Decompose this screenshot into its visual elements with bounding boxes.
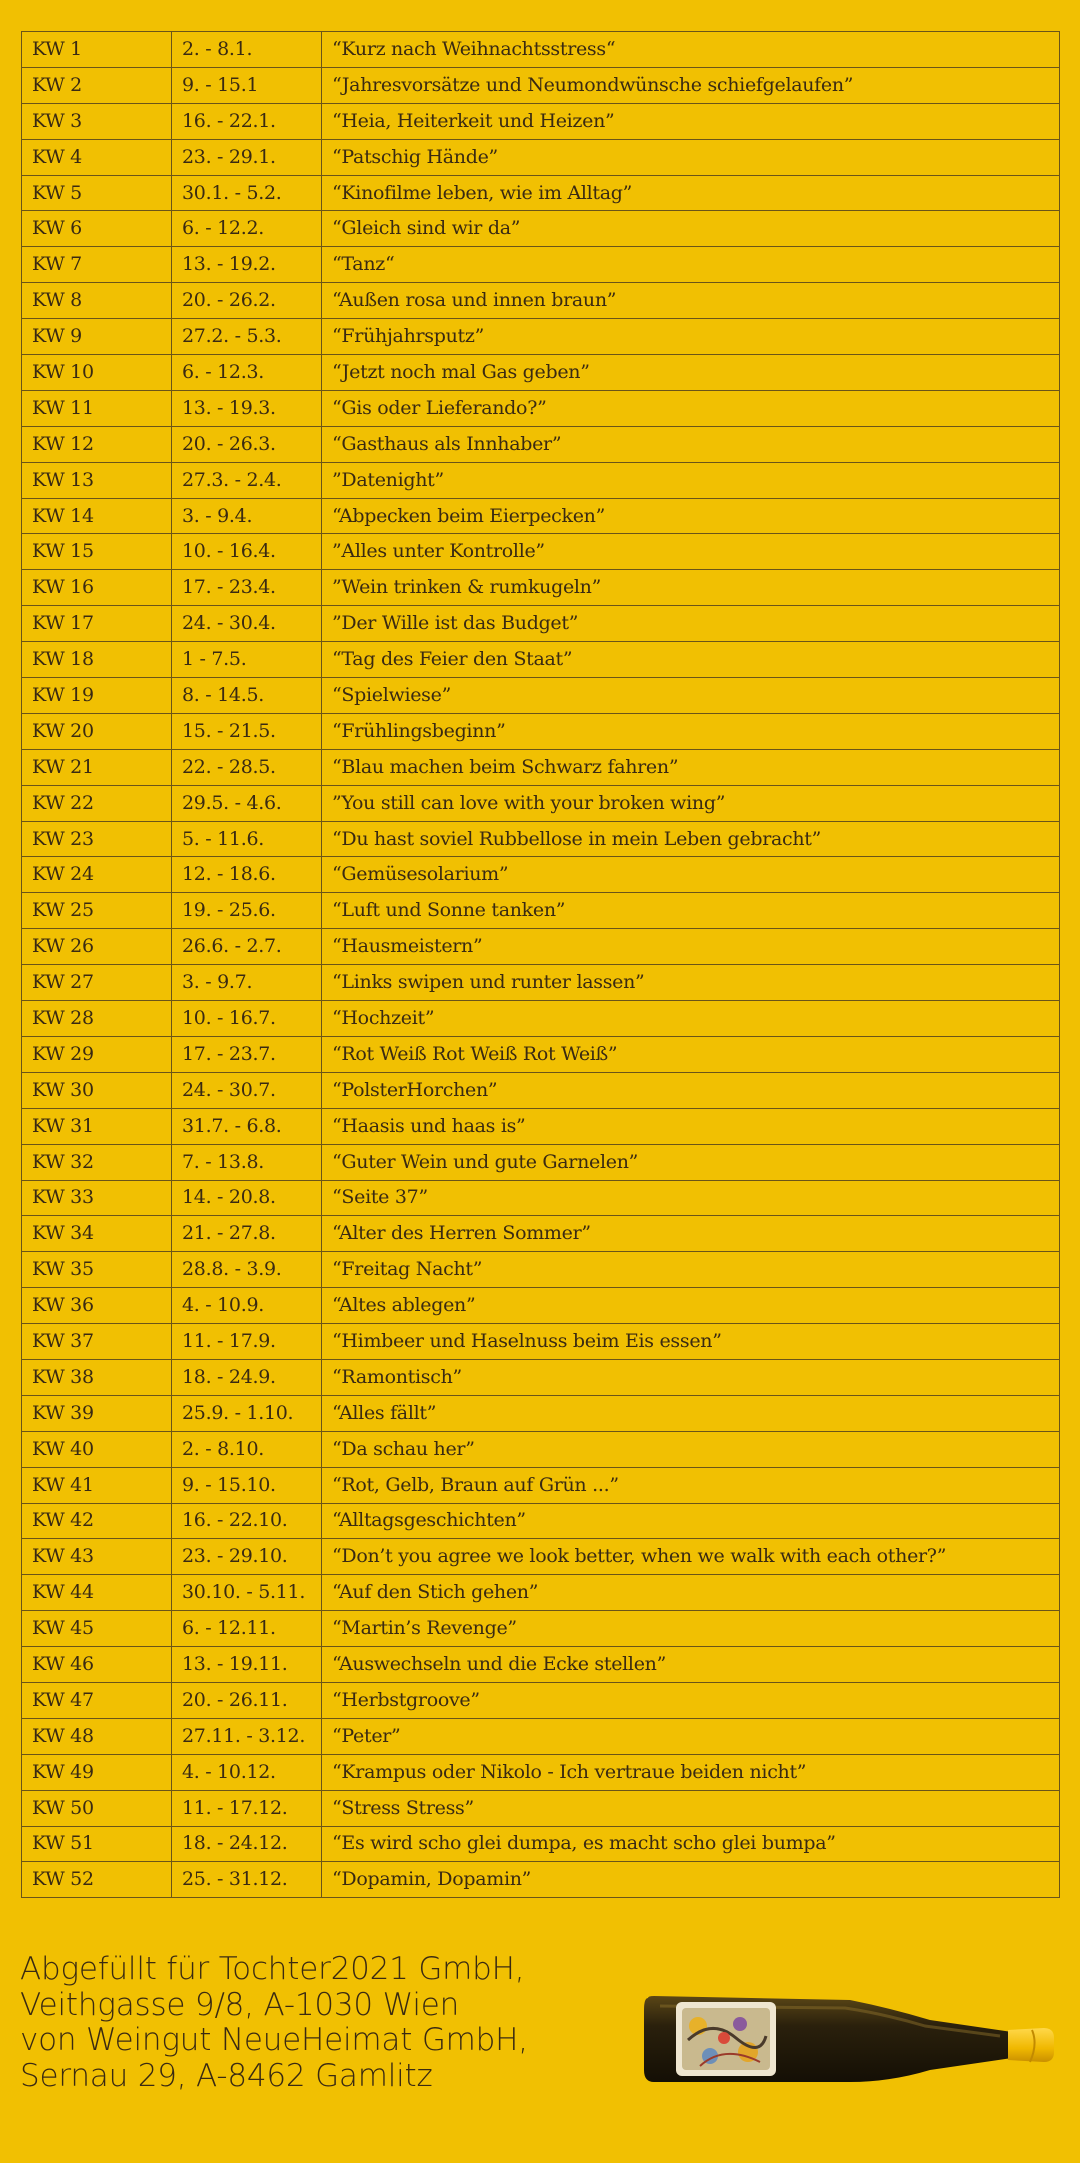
week-number-cell: KW 25	[22, 893, 172, 929]
week-number-cell: KW 12	[22, 426, 172, 462]
week-number-cell: KW 34	[22, 1216, 172, 1252]
week-row	[22, 1288, 1060, 1324]
week-number-cell: KW 31	[22, 1108, 172, 1144]
week-row	[22, 1431, 1060, 1467]
week-row	[22, 1467, 1060, 1503]
week-dates-cell: 12. - 18.6.	[172, 857, 322, 893]
week-motto-cell: “Altes ablegen”	[322, 1288, 1060, 1324]
week-row	[22, 857, 1060, 893]
week-number-cell: KW 7	[22, 247, 172, 283]
week-dates-cell: 20. - 26.3.	[172, 426, 322, 462]
week-row	[22, 1862, 1060, 1898]
week-motto-cell: “Rot, Gelb, Braun auf Grün ...”	[322, 1467, 1060, 1503]
week-row	[22, 1180, 1060, 1216]
week-motto-cell: “Patschig Hände”	[322, 139, 1060, 175]
week-number-cell: KW 2	[22, 67, 172, 103]
week-number-cell: KW 23	[22, 821, 172, 857]
week-motto-cell: “Kurz nach Weihnachtsstress“	[322, 32, 1060, 68]
week-number-cell: KW 4	[22, 139, 172, 175]
week-row	[22, 678, 1060, 714]
week-row	[22, 785, 1060, 821]
week-dates-cell: 25. - 31.12.	[172, 1862, 322, 1898]
week-row	[22, 821, 1060, 857]
week-number-cell: KW 3	[22, 103, 172, 139]
week-row	[22, 965, 1060, 1001]
imprint-line-4: Sernau 29, A-8462 Gamlitz	[20, 2057, 433, 2094]
week-number-cell: KW 13	[22, 462, 172, 498]
week-dates-cell: 6. - 12.11.	[172, 1611, 322, 1647]
week-motto-cell: “Dopamin, Dopamin”	[322, 1862, 1060, 1898]
week-motto-cell: “Abpecken beim Eierpecken”	[322, 498, 1060, 534]
week-number-cell: KW 30	[22, 1072, 172, 1108]
week-row	[22, 1503, 1060, 1539]
week-row	[22, 1144, 1060, 1180]
week-row	[22, 1216, 1060, 1252]
week-row	[22, 1072, 1060, 1108]
week-dates-cell: 1 - 7.5.	[172, 642, 322, 678]
week-number-cell: KW 38	[22, 1359, 172, 1395]
week-dates-cell: 17. - 23.7.	[172, 1036, 322, 1072]
week-row	[22, 32, 1060, 68]
week-motto-cell: “Hochzeit”	[322, 1001, 1060, 1037]
week-number-cell: KW 9	[22, 319, 172, 355]
week-number-cell: KW 51	[22, 1826, 172, 1862]
week-motto-cell: “Außen rosa und innen braun”	[322, 283, 1060, 319]
week-dates-cell: 2. - 8.1.	[172, 32, 322, 68]
week-motto-cell: “Ramontisch”	[322, 1359, 1060, 1395]
weekly-motto-table-body	[22, 32, 1060, 1898]
week-motto-cell: “Links swipen und runter lassen”	[322, 965, 1060, 1001]
week-motto-cell: “Frühjahrsputz”	[322, 319, 1060, 355]
week-number-cell: KW 36	[22, 1288, 172, 1324]
week-dates-cell: 30.1. - 5.2.	[172, 175, 322, 211]
week-number-cell: KW 49	[22, 1754, 172, 1790]
week-dates-cell: 7. - 13.8.	[172, 1144, 322, 1180]
week-dates-cell: 13. - 19.3.	[172, 390, 322, 426]
week-row	[22, 103, 1060, 139]
week-number-cell: KW 40	[22, 1431, 172, 1467]
week-number-cell: KW 37	[22, 1324, 172, 1360]
week-dates-cell: 14. - 20.8.	[172, 1180, 322, 1216]
week-motto-cell: “PolsterHorchen”	[322, 1072, 1060, 1108]
bottle-label	[676, 2002, 776, 2076]
week-row	[22, 929, 1060, 965]
week-motto-cell: “Alles fällt”	[322, 1395, 1060, 1431]
week-motto-cell: “Luft und Sonne tanken”	[322, 893, 1060, 929]
week-number-cell: KW 29	[22, 1036, 172, 1072]
week-dates-cell: 24. - 30.7.	[172, 1072, 322, 1108]
week-row	[22, 283, 1060, 319]
week-motto-cell: “Haasis und haas is”	[322, 1108, 1060, 1144]
week-row	[22, 1036, 1060, 1072]
week-row	[22, 319, 1060, 355]
week-dates-cell: 9. - 15.1	[172, 67, 322, 103]
week-dates-cell: 11. - 17.12.	[172, 1790, 322, 1826]
week-motto-cell: “Seite 37”	[322, 1180, 1060, 1216]
imprint-line-3: von Weingut NeueHeimat GmbH,	[20, 2022, 528, 2058]
week-motto-cell: “Freitag Nacht”	[322, 1252, 1060, 1288]
week-number-cell: KW 42	[22, 1503, 172, 1539]
week-dates-cell: 13. - 19.11.	[172, 1647, 322, 1683]
week-row	[22, 247, 1060, 283]
week-motto-cell: “Spielwiese”	[322, 678, 1060, 714]
week-number-cell: KW 15	[22, 534, 172, 570]
week-number-cell: KW 21	[22, 749, 172, 785]
week-number-cell: KW 48	[22, 1718, 172, 1754]
week-motto-cell: ”Wein trinken & rumkugeln”	[322, 570, 1060, 606]
week-motto-cell: “Gasthaus als Innhaber”	[322, 426, 1060, 462]
imprint-line-1: Abgefüllt für Tochter2021 GmbH,	[20, 1951, 525, 1987]
week-dates-cell: 21. - 27.8.	[172, 1216, 322, 1252]
week-dates-cell: 17. - 23.4.	[172, 570, 322, 606]
imprint-line-2: Veithgasse 9/8, A-1030 Wien	[20, 1986, 460, 2023]
week-number-cell: KW 46	[22, 1647, 172, 1683]
week-number-cell: KW 10	[22, 355, 172, 391]
weekly-motto-table	[21, 31, 1060, 1898]
week-motto-cell: “Da schau her”	[322, 1431, 1060, 1467]
week-motto-cell: “Gleich sind wir da”	[322, 211, 1060, 247]
bottling-imprint	[20, 1952, 620, 2094]
week-dates-cell: 10. - 16.4.	[172, 534, 322, 570]
week-dates-cell: 20. - 26.11.	[172, 1682, 322, 1718]
week-dates-cell: 31.7. - 6.8.	[172, 1108, 322, 1144]
week-row	[22, 1790, 1060, 1826]
week-row	[22, 1611, 1060, 1647]
week-number-cell: KW 16	[22, 570, 172, 606]
week-row	[22, 498, 1060, 534]
week-motto-cell: “Herbstgroove”	[322, 1682, 1060, 1718]
week-row	[22, 642, 1060, 678]
week-motto-cell: “Blau machen beim Schwarz fahren”	[322, 749, 1060, 785]
week-motto-cell: “Auf den Stich gehen”	[322, 1575, 1060, 1611]
week-row	[22, 1395, 1060, 1431]
week-dates-cell: 23. - 29.10.	[172, 1539, 322, 1575]
week-dates-cell: 11. - 17.9.	[172, 1324, 322, 1360]
week-number-cell: KW 41	[22, 1467, 172, 1503]
week-number-cell: KW 35	[22, 1252, 172, 1288]
week-dates-cell: 16. - 22.10.	[172, 1503, 322, 1539]
week-number-cell: KW 28	[22, 1001, 172, 1037]
week-dates-cell: 3. - 9.4.	[172, 498, 322, 534]
week-motto-cell: ”Der Wille ist das Budget”	[322, 606, 1060, 642]
week-number-cell: KW 1	[22, 32, 172, 68]
week-motto-cell: “Martin’s Revenge”	[322, 1611, 1060, 1647]
week-motto-cell: “Don’t you agree we look better, when we walk with each other?”	[322, 1539, 1060, 1575]
week-dates-cell: 4. - 10.9.	[172, 1288, 322, 1324]
week-number-cell: KW 24	[22, 857, 172, 893]
wine-bottle-icon	[640, 1978, 1060, 2098]
week-dates-cell: 28.8. - 3.9.	[172, 1252, 322, 1288]
week-row	[22, 1826, 1060, 1862]
week-motto-cell: “Tanz“	[322, 247, 1060, 283]
week-motto-cell: “Heia, Heiterkeit und Heizen”	[322, 103, 1060, 139]
week-number-cell: KW 20	[22, 713, 172, 749]
week-dates-cell: 29.5. - 4.6.	[172, 785, 322, 821]
week-number-cell: KW 50	[22, 1790, 172, 1826]
week-dates-cell: 5. - 11.6.	[172, 821, 322, 857]
week-motto-cell: ”Datenight”	[322, 462, 1060, 498]
week-dates-cell: 3. - 9.7.	[172, 965, 322, 1001]
week-row	[22, 1647, 1060, 1683]
week-dates-cell: 10. - 16.7.	[172, 1001, 322, 1037]
week-row	[22, 1575, 1060, 1611]
week-number-cell: KW 19	[22, 678, 172, 714]
week-dates-cell: 2. - 8.10.	[172, 1431, 322, 1467]
week-number-cell: KW 11	[22, 390, 172, 426]
week-number-cell: KW 6	[22, 211, 172, 247]
week-number-cell: KW 32	[22, 1144, 172, 1180]
week-dates-cell: 20. - 26.2.	[172, 283, 322, 319]
week-motto-cell: “Alltagsgeschichten”	[322, 1503, 1060, 1539]
week-motto-cell: “Jetzt noch mal Gas geben”	[322, 355, 1060, 391]
week-number-cell: KW 5	[22, 175, 172, 211]
week-number-cell: KW 45	[22, 1611, 172, 1647]
week-dates-cell: 19. - 25.6.	[172, 893, 322, 929]
week-dates-cell: 22. - 28.5.	[172, 749, 322, 785]
week-number-cell: KW 43	[22, 1539, 172, 1575]
week-row	[22, 606, 1060, 642]
week-row	[22, 211, 1060, 247]
week-row	[22, 1324, 1060, 1360]
week-row	[22, 749, 1060, 785]
week-motto-cell: “Kinofilme leben, wie im Alltag”	[322, 175, 1060, 211]
week-motto-cell: “Frühlingsbeginn”	[322, 713, 1060, 749]
week-number-cell: KW 22	[22, 785, 172, 821]
week-row	[22, 534, 1060, 570]
week-row	[22, 1359, 1060, 1395]
week-dates-cell: 27.11. - 3.12.	[172, 1718, 322, 1754]
week-motto-cell: “Du hast soviel Rubbellose in mein Leben gebracht”	[322, 821, 1060, 857]
week-number-cell: KW 14	[22, 498, 172, 534]
week-dates-cell: 27.2. - 5.3.	[172, 319, 322, 355]
week-number-cell: KW 26	[22, 929, 172, 965]
week-number-cell: KW 8	[22, 283, 172, 319]
week-row	[22, 1252, 1060, 1288]
week-motto-cell: “Gis oder Lieferando?”	[322, 390, 1060, 426]
week-dates-cell: 23. - 29.1.	[172, 139, 322, 175]
week-row	[22, 175, 1060, 211]
week-motto-cell: “Hausmeistern”	[322, 929, 1060, 965]
week-dates-cell: 25.9. - 1.10.	[172, 1395, 322, 1431]
week-number-cell: KW 44	[22, 1575, 172, 1611]
week-row	[22, 1108, 1060, 1144]
week-number-cell: KW 39	[22, 1395, 172, 1431]
week-motto-cell: “Guter Wein und gute Garnelen”	[322, 1144, 1060, 1180]
week-motto-cell: “Rot Weiß Rot Weiß Rot Weiß”	[322, 1036, 1060, 1072]
week-motto-cell: “Peter”	[322, 1718, 1060, 1754]
week-row	[22, 390, 1060, 426]
week-dates-cell: 8. - 14.5.	[172, 678, 322, 714]
week-motto-cell: “Tag des Feier den Staat”	[322, 642, 1060, 678]
week-motto-cell: “Stress Stress”	[322, 1790, 1060, 1826]
week-row	[22, 462, 1060, 498]
week-row	[22, 1001, 1060, 1037]
week-dates-cell: 27.3. - 2.4.	[172, 462, 322, 498]
week-row	[22, 139, 1060, 175]
week-row	[22, 1754, 1060, 1790]
week-dates-cell: 9. - 15.10.	[172, 1467, 322, 1503]
week-row	[22, 426, 1060, 462]
week-motto-cell: “Alter des Herren Sommer”	[322, 1216, 1060, 1252]
week-motto-cell: “Himbeer und Haselnuss beim Eis essen”	[322, 1324, 1060, 1360]
week-dates-cell: 6. - 12.2.	[172, 211, 322, 247]
week-motto-cell: ”Alles unter Kontrolle”	[322, 534, 1060, 570]
week-motto-cell: “Gemüsesolarium”	[322, 857, 1060, 893]
week-row	[22, 570, 1060, 606]
week-row	[22, 67, 1060, 103]
week-number-cell: KW 33	[22, 1180, 172, 1216]
week-dates-cell: 4. - 10.12.	[172, 1754, 322, 1790]
week-number-cell: KW 52	[22, 1862, 172, 1898]
week-row	[22, 355, 1060, 391]
week-dates-cell: 30.10. - 5.11.	[172, 1575, 322, 1611]
week-row	[22, 713, 1060, 749]
week-number-cell: KW 47	[22, 1682, 172, 1718]
week-motto-cell: ”You still can love with your broken wing”	[322, 785, 1060, 821]
week-dates-cell: 26.6. - 2.7.	[172, 929, 322, 965]
week-row	[22, 893, 1060, 929]
week-motto-cell: “Auswechseln und die Ecke stellen”	[322, 1647, 1060, 1683]
week-row	[22, 1682, 1060, 1718]
week-number-cell: KW 18	[22, 642, 172, 678]
week-dates-cell: 6. - 12.3.	[172, 355, 322, 391]
week-motto-cell: “Jahresvorsätze und Neumondwünsche schiefgelaufen”	[322, 67, 1060, 103]
week-dates-cell: 18. - 24.9.	[172, 1359, 322, 1395]
week-motto-cell: “Krampus oder Nikolo - Ich vertraue beiden nicht”	[322, 1754, 1060, 1790]
week-dates-cell: 24. - 30.4.	[172, 606, 322, 642]
week-dates-cell: 18. - 24.12.	[172, 1826, 322, 1862]
week-number-cell: KW 27	[22, 965, 172, 1001]
week-dates-cell: 13. - 19.2.	[172, 247, 322, 283]
week-row	[22, 1718, 1060, 1754]
week-number-cell: KW 17	[22, 606, 172, 642]
week-dates-cell: 15. - 21.5.	[172, 713, 322, 749]
week-dates-cell: 16. - 22.1.	[172, 103, 322, 139]
week-row	[22, 1539, 1060, 1575]
week-motto-cell: “Es wird scho glei dumpa, es macht scho glei bumpa”	[322, 1826, 1060, 1862]
